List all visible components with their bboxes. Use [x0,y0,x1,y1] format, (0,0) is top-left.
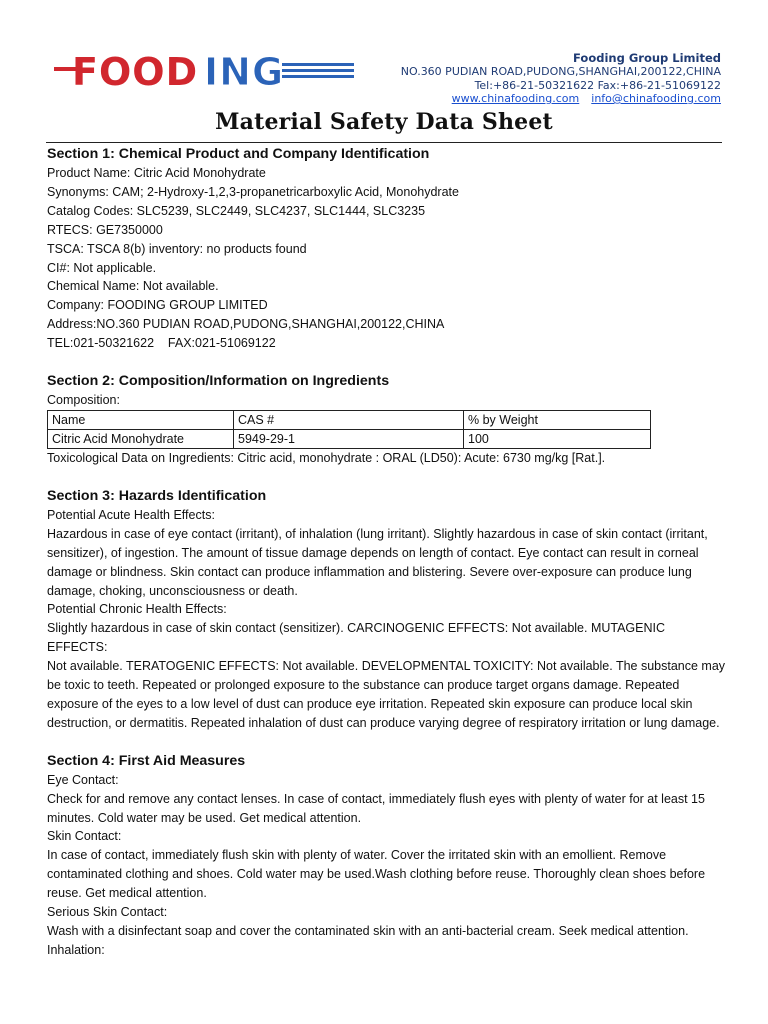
table-header-name: Name [48,410,234,429]
acute-effects-text: Hazardous in case of eye contact (irritant), of inhalation (lung irritant). Slightly hazardous in case of skin contact (irritant, sensitizer), of ingestion. The amount of tissue damage depends on length of contact. Eye contact can result in corneal damage or blindness. Skin contact can produce inflammation and blistering. Severe over-exposure can produce lung damage, choking, unconsciousness or death. [47,526,708,598]
fooding-logo [54,50,354,94]
skin-contact-label: Skin Contact: [47,829,122,844]
serious-skin-contact-label: Serious Skin Contact: [47,905,168,920]
section-3-heading: Section 3: Hazards Identification [47,487,267,504]
page-title: Material Safety Data Sheet [215,109,553,135]
website-link[interactable]: www.chinafooding.com [451,92,580,105]
section-1-heading: Section 1: Chemical Product and Company Identification [47,146,430,162]
page-header [0,0,768,135]
section-2-heading: Section 2: Composition/Information on Ingredients [47,373,390,390]
svg-text:ING: ING [204,50,285,94]
address: Address:NO.360 PUDIAN ROAD,PUDONG,SHANGHAI,200122,CHINA [47,317,445,332]
section-4-heading: Section 4: First Aid Measures [47,752,246,769]
ci-number: CI#: Not applicable. [47,260,157,275]
company-contact: Tel:+86-21-50321622 Fax:+86-21-51069122 [474,78,721,92]
catalog-codes: Catalog Codes: SLC5239, SLC2449, SLC4237, SLC1444, SLC3235 [47,203,426,218]
document-body [47,145,727,960]
table-header-cas: CAS # [234,410,464,429]
company-info [401,51,721,106]
synonyms: Synonyms: CAM; 2-Hydroxy-1,2,3-propanetricarboxylic Acid, Monohydrate [47,184,459,199]
table-header-row [48,410,651,429]
eye-contact-text: Check for and remove any contact lenses. In case of contact, immediately flush eyes with plenty of water for at least 15 minutes. Cold water may be used. Get medical attention. [47,791,705,825]
composition-table [47,410,651,449]
inhalation-label: Inhalation: [47,942,105,957]
rtecs: RTECS: GE7350000 [47,222,163,237]
product-name: Product Name: Citric Acid Monohydrate [47,166,266,180]
eye-contact-label: Eye Contact: [47,772,119,787]
email-link[interactable]: info@chinafooding.com [591,92,721,105]
composition-label: Composition: [47,393,120,408]
title-divider [46,142,722,143]
acute-effects-label: Potential Acute Health Effects: [47,507,215,522]
chronic-effects-label: Potential Chronic Health Effects: [47,602,227,617]
chronic-effects-text-2: Not available. TERATOGENIC EFFECTS: Not available. DEVELOPMENTAL TOXICITY: Not available. The substance may be toxic to teeth. Repeated or prolonged exposure to the substance can produce target organs damage. Repeated exposure of the eyes to a low level of dust can produce eye irritation. Repeated skin exposure can produce local skin destruction, or dermatitis. Repeated inhalation of dust can produce varying degree of respiratory irritation or lung damage. [47,659,726,730]
toxicological-data: Toxicological Data on Ingredients: Citric acid, monohydrate : ORAL (LD50): Acute: 6730 mg/kg [Rat.]. [47,450,606,465]
section-2 [47,372,727,468]
serious-skin-contact-text: Wash with a disinfectant soap and cover the contaminated skin with an anti-bacterial cream. Seek medical attention. [47,924,689,938]
table-cell-cas: 5949-29-1 [234,429,464,448]
company-name: Fooding Group Limited [573,51,721,65]
table-cell-weight: 100 [464,429,651,448]
company-links [401,92,721,106]
company-address: NO.360 PUDIAN ROAD,PUDONG,SHANGHAI,200122,CHINA [400,65,721,78]
skin-contact-text: In case of contact, immediately flush skin with plenty of water. Cover the irritated skin with an emollient. Remove contaminated clothing and shoes. Cold water may be used.Wash clothing before reuse. Thoroughly clean shoes before reuse. Get medical attention. [47,848,706,901]
table-row [48,429,651,448]
tsca: TSCA: TSCA 8(b) inventory: no products found [47,241,307,256]
company: Company: FOODING GROUP LIMITED [47,298,268,313]
tel-fax: TEL:021-50321622 FAX:021-51069122 [47,336,276,351]
chronic-effects-text-1: Slightly hazardous in case of skin contact (sensitizer). CARCINOGENIC EFFECTS: Not available. MUTAGENIC EFFECTS: [47,621,666,655]
table-cell-name: Citric Acid Monohydrate [48,429,234,448]
section-3 [47,487,727,733]
svg-text:FOOD: FOOD [72,50,199,94]
section-1 [47,145,727,353]
chemical-name: Chemical Name: Not available. [47,279,219,294]
section-4 [47,752,727,960]
fooding-logo-graphic [54,50,354,94]
table-header-weight: % by Weight [464,410,651,429]
